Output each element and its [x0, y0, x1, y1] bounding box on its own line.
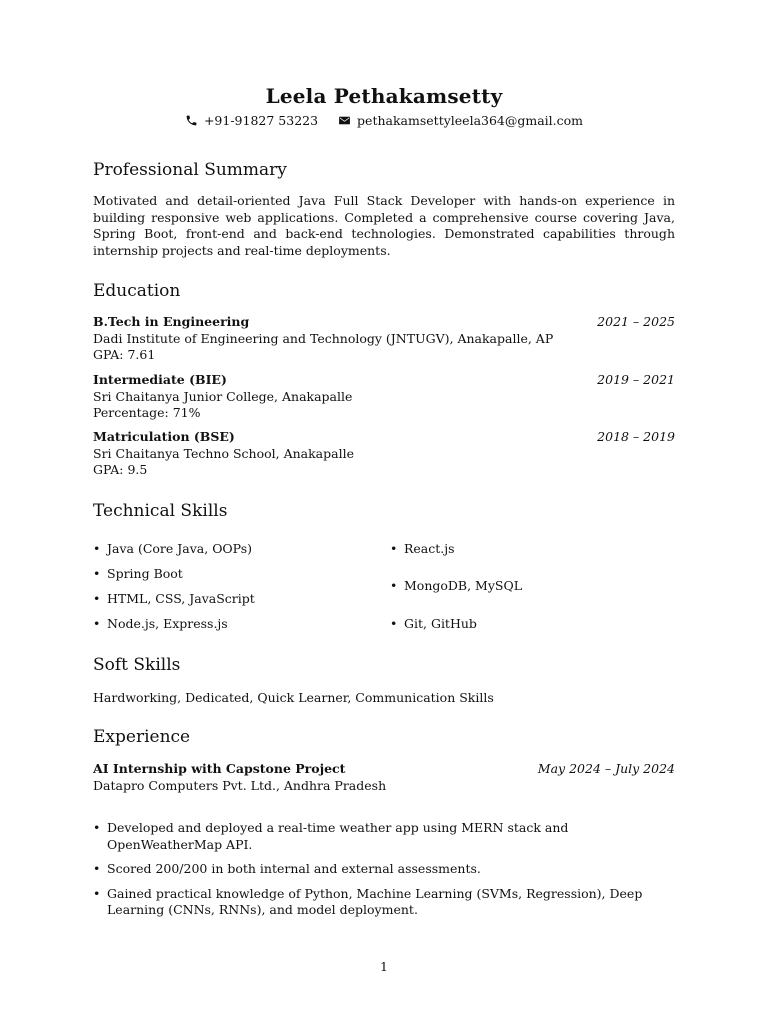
experience-dates: May 2024 – July 2024 [537, 761, 675, 776]
education-dates: 2021 – 2025 [597, 314, 675, 329]
experience-heading: Experience [93, 727, 191, 747]
school: Sri Chaitanya Techno School, Anakapalle [93, 445, 354, 461]
education-heading: Education [93, 281, 181, 301]
degree: Intermediate (BIE) [93, 372, 227, 387]
skill-item: • Node.js, Express.js [93, 616, 228, 631]
experience-entry [93, 761, 675, 794]
experience-bullet: • Gained practical knowledge of Python, Machine Learning (SVMs, Regression), Deep Learning (CNNs, RNNs), and model deployment. [93, 885, 643, 917]
phone-number: +91-91827 53223 [203, 113, 319, 128]
skill-item: • Git, GitHub [390, 616, 477, 631]
summary-heading: Professional Summary [93, 160, 287, 180]
education-entry [93, 429, 675, 479]
soft-skills-heading: Soft Skills [93, 655, 181, 675]
degree: B.Tech in Engineering [93, 314, 250, 329]
phone-icon [185, 114, 198, 127]
envelope-icon [338, 114, 351, 127]
degree: Matriculation (BSE) [93, 429, 235, 444]
education-dates: 2018 – 2019 [597, 429, 675, 444]
page-number: 1 [380, 959, 388, 974]
school: Sri Chaitanya Junior College, Anakapalle [93, 388, 353, 404]
skill-item: • HTML, CSS, JavaScript [93, 591, 255, 606]
experience-bullet: • Scored 200/200 in both internal and external assessments. [93, 861, 481, 876]
soft-skills-text: Hardworking, Dedicated, Quick Learner, Communication Skills [93, 690, 494, 705]
education-score: GPA: 9.5 [93, 462, 148, 477]
job-title: AI Internship with Capstone Project [93, 761, 346, 776]
email-address: pethakamsettyleela364@gmail.com [357, 113, 584, 128]
education-entry [93, 314, 675, 364]
education-dates: 2019 – 2021 [597, 372, 675, 387]
skill-item: • React.js [390, 541, 455, 556]
education-score: Percentage: 71% [93, 405, 201, 420]
resume-page [93, 0, 675, 1024]
summary-text: Motivated and detail-oriented Java Full Stack Developer with hands-on experience in building responsive web applications. Completed a comprehensive course covering Java, Spring Boot, front-end and back-end technologies. Demonstrated capabilities through internship projects and real-time deployments. [93, 193, 675, 258]
skill-item: • Java (Core Java, OOPs) [93, 541, 253, 556]
education-score: GPA: 7.61 [93, 347, 156, 362]
experience-bullets [93, 820, 675, 927]
school: Dadi Institute of Engineering and Technology (JNTUGV), Anakapalle, AP [93, 330, 554, 346]
contact-line [93, 113, 675, 130]
technical-skills-heading: Technical Skills [93, 501, 228, 521]
skill-item: • MongoDB, MySQL [390, 578, 523, 593]
company: Datapro Computers Pvt. Ltd., Andhra Pradesh [93, 777, 387, 793]
candidate-name: Leela Pethakamsetty [265, 84, 503, 108]
phone-contact[interactable] [185, 113, 318, 128]
experience-bullet: • Developed and deployed a real-time weather app using MERN stack and OpenWeatherMap API. [93, 820, 569, 852]
email-contact[interactable] [338, 113, 583, 128]
education-entry [93, 372, 675, 422]
skill-item: • Spring Boot [93, 566, 183, 581]
